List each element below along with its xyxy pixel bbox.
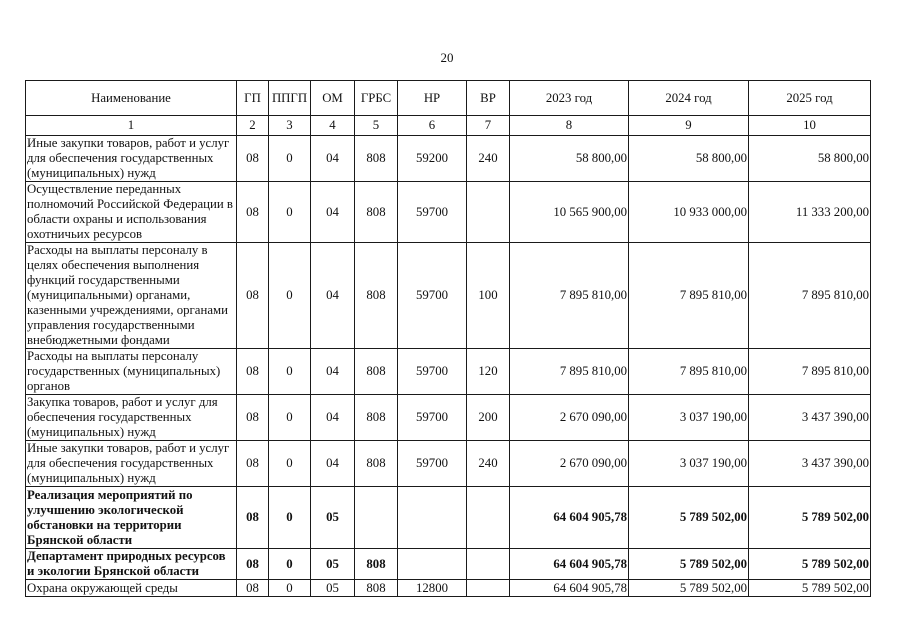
header-ppgp: ППГП (269, 81, 311, 116)
cell-2024: 7 895 810,00 (629, 349, 749, 395)
column-number: 10 (749, 116, 871, 136)
cell-vr (467, 549, 510, 580)
cell-nr: 59700 (398, 395, 467, 441)
cell-2023: 64 604 905,78 (510, 580, 629, 597)
cell-2023: 2 670 090,00 (510, 395, 629, 441)
cell-name: Осуществление переданных полномочий Российской Федерации в области охраны и использования охотничьих ресурсов (26, 182, 237, 243)
cell-nr (398, 549, 467, 580)
column-number: 1 (26, 116, 237, 136)
cell-2023: 2 670 090,00 (510, 441, 629, 487)
cell-om: 05 (311, 549, 355, 580)
cell-2023: 64 604 905,78 (510, 487, 629, 549)
cell-2025: 3 437 390,00 (749, 395, 871, 441)
cell-2023: 10 565 900,00 (510, 182, 629, 243)
cell-ppgp: 0 (269, 549, 311, 580)
column-number: 9 (629, 116, 749, 136)
cell-name: Охрана окружающей среды (26, 580, 237, 597)
table-row (26, 441, 871, 487)
cell-om: 05 (311, 487, 355, 549)
cell-ppgp: 0 (269, 136, 311, 182)
cell-2024: 5 789 502,00 (629, 487, 749, 549)
budget-table (25, 80, 871, 597)
header-name: Наименование (26, 81, 237, 116)
header-2024: 2024 год (629, 81, 749, 116)
column-number: 4 (311, 116, 355, 136)
cell-gp: 08 (237, 136, 269, 182)
cell-2025: 58 800,00 (749, 136, 871, 182)
cell-ppgp: 0 (269, 349, 311, 395)
cell-ppgp: 0 (269, 395, 311, 441)
table-row (26, 580, 871, 597)
cell-vr: 100 (467, 243, 510, 349)
cell-om: 04 (311, 395, 355, 441)
cell-2023: 7 895 810,00 (510, 349, 629, 395)
cell-name: Департамент природных ресурсов и экологии Брянской области (26, 549, 237, 580)
cell-vr: 200 (467, 395, 510, 441)
cell-vr (467, 487, 510, 549)
header-row (26, 81, 871, 116)
cell-om: 05 (311, 580, 355, 597)
table-row (26, 395, 871, 441)
header-grbs: ГРБС (355, 81, 398, 116)
cell-name: Иные закупки товаров, работ и услуг для обеспечения государственных (муниципальных) нужд (26, 136, 237, 182)
cell-grbs: 808 (355, 580, 398, 597)
cell-grbs: 808 (355, 549, 398, 580)
table-row (26, 549, 871, 580)
cell-ppgp: 0 (269, 243, 311, 349)
cell-nr: 59700 (398, 243, 467, 349)
column-number: 6 (398, 116, 467, 136)
cell-grbs: 808 (355, 182, 398, 243)
cell-name: Закупка товаров, работ и услуг для обеспечения государственных (муниципальных) нужд (26, 395, 237, 441)
cell-gp: 08 (237, 349, 269, 395)
header-om: ОМ (311, 81, 355, 116)
table-row (26, 487, 871, 549)
cell-grbs: 808 (355, 349, 398, 395)
cell-vr: 240 (467, 441, 510, 487)
cell-om: 04 (311, 349, 355, 395)
cell-ppgp: 0 (269, 182, 311, 243)
page-number: 20 (440, 50, 454, 65)
cell-2023: 7 895 810,00 (510, 243, 629, 349)
cell-gp: 08 (237, 441, 269, 487)
cell-nr: 59700 (398, 349, 467, 395)
cell-vr (467, 580, 510, 597)
cell-2024: 7 895 810,00 (629, 243, 749, 349)
cell-2024: 5 789 502,00 (629, 549, 749, 580)
cell-gp: 08 (237, 580, 269, 597)
cell-nr: 59200 (398, 136, 467, 182)
cell-nr (398, 487, 467, 549)
cell-grbs: 808 (355, 395, 398, 441)
cell-gp: 08 (237, 182, 269, 243)
cell-grbs: 808 (355, 441, 398, 487)
cell-name: Иные закупки товаров, работ и услуг для обеспечения государственных (муниципальных) нужд (26, 441, 237, 487)
column-number: 3 (269, 116, 311, 136)
cell-2025: 5 789 502,00 (749, 549, 871, 580)
cell-om: 04 (311, 441, 355, 487)
column-number: 2 (237, 116, 269, 136)
table-row (26, 243, 871, 349)
cell-ppgp: 0 (269, 441, 311, 487)
cell-vr: 120 (467, 349, 510, 395)
cell-2024: 10 933 000,00 (629, 182, 749, 243)
cell-gp: 08 (237, 549, 269, 580)
cell-ppgp: 0 (269, 580, 311, 597)
cell-nr: 59700 (398, 182, 467, 243)
cell-om: 04 (311, 182, 355, 243)
cell-2025: 7 895 810,00 (749, 349, 871, 395)
cell-om: 04 (311, 136, 355, 182)
cell-nr: 59700 (398, 441, 467, 487)
cell-name: Расходы на выплаты персоналу в целях обеспечения выполнения функций государственными (муниципальными) органами, казенными учреждениями, органами управления государственными внебюджетными фондами (26, 243, 237, 349)
cell-2024: 58 800,00 (629, 136, 749, 182)
table-row (26, 349, 871, 395)
header-2025: 2025 год (749, 81, 871, 116)
header-2023: 2023 год (510, 81, 629, 116)
cell-ppgp: 0 (269, 487, 311, 549)
cell-2024: 3 037 190,00 (629, 395, 749, 441)
cell-gp: 08 (237, 487, 269, 549)
cell-2025: 5 789 502,00 (749, 487, 871, 549)
cell-2025: 11 333 200,00 (749, 182, 871, 243)
cell-vr (467, 182, 510, 243)
column-number: 5 (355, 116, 398, 136)
cell-2025: 7 895 810,00 (749, 243, 871, 349)
cell-grbs: 808 (355, 243, 398, 349)
cell-2024: 3 037 190,00 (629, 441, 749, 487)
cell-2025: 3 437 390,00 (749, 441, 871, 487)
cell-name: Реализация мероприятий по улучшению экологической обстановки на территории Брянской области (26, 487, 237, 549)
header-nr: НР (398, 81, 467, 116)
column-number: 7 (467, 116, 510, 136)
cell-gp: 08 (237, 243, 269, 349)
cell-nr: 12800 (398, 580, 467, 597)
cell-2025: 5 789 502,00 (749, 580, 871, 597)
cell-2023: 58 800,00 (510, 136, 629, 182)
cell-2024: 5 789 502,00 (629, 580, 749, 597)
header-vr: ВР (467, 81, 510, 116)
cell-2023: 64 604 905,78 (510, 549, 629, 580)
cell-gp: 08 (237, 395, 269, 441)
column-number-row (26, 116, 871, 136)
header-gp: ГП (237, 81, 269, 116)
cell-om: 04 (311, 243, 355, 349)
cell-name: Расходы на выплаты персоналу государственных (муниципальных) органов (26, 349, 237, 395)
cell-grbs (355, 487, 398, 549)
table-row (26, 182, 871, 243)
table-row (26, 136, 871, 182)
column-number: 8 (510, 116, 629, 136)
cell-vr: 240 (467, 136, 510, 182)
cell-grbs: 808 (355, 136, 398, 182)
